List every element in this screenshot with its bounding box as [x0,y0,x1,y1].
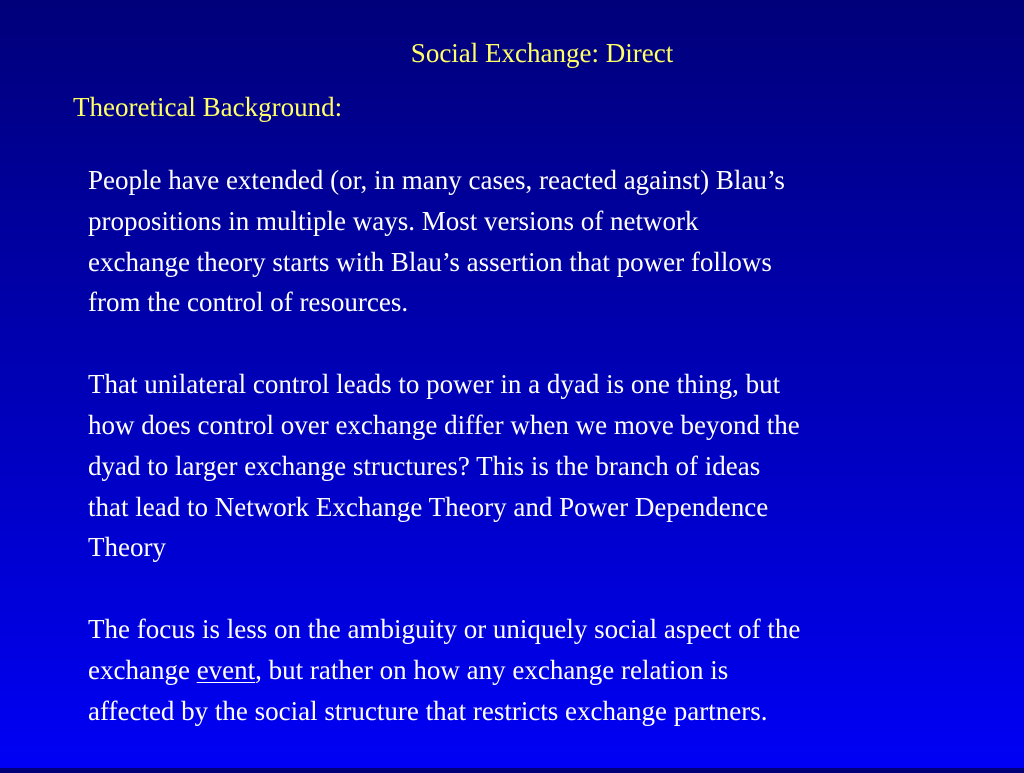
paragraph-unilateral-control [88,364,1003,568]
text-segment: , but rather on how any exchange relation is [255,654,729,685]
text-line: that lead to Network Exchange Theory and Power Dependence [88,491,769,522]
text-line: People have extended (or, in many cases, reacted against) Blau’s [88,165,785,195]
text-line: propositions in multiple ways. Most versions of network [88,205,699,236]
underlined-word-event: event [196,654,256,685]
text-line-with-underline [88,650,1003,691]
slide-title: Social Exchange: Direct [410,38,674,68]
paragraph-focus [88,609,1003,731]
text-line: That unilateral control leads to power in a dyad is one thing, but [88,369,781,400]
text-line: The focus is less on the ambiguity or uniquely social aspect of the [88,614,801,645]
slide-body [88,160,1003,773]
text-line: how does control over exchange differ when we move beyond the [88,409,800,440]
text-line: affected by the social structure that restricts exchange partners. [88,695,768,726]
text-line: exchange theory starts with Blau’s assertion that power follows [88,246,772,277]
section-heading: Theoretical Background: [73,92,343,122]
text-segment: exchange [88,654,197,685]
text-line: dyad to larger exchange structures? This is the branch of ideas [88,450,761,481]
text-line: Theory [88,532,166,563]
text-line: from the control of resources. [88,287,409,318]
paragraph-blau-extensions [88,160,1003,323]
